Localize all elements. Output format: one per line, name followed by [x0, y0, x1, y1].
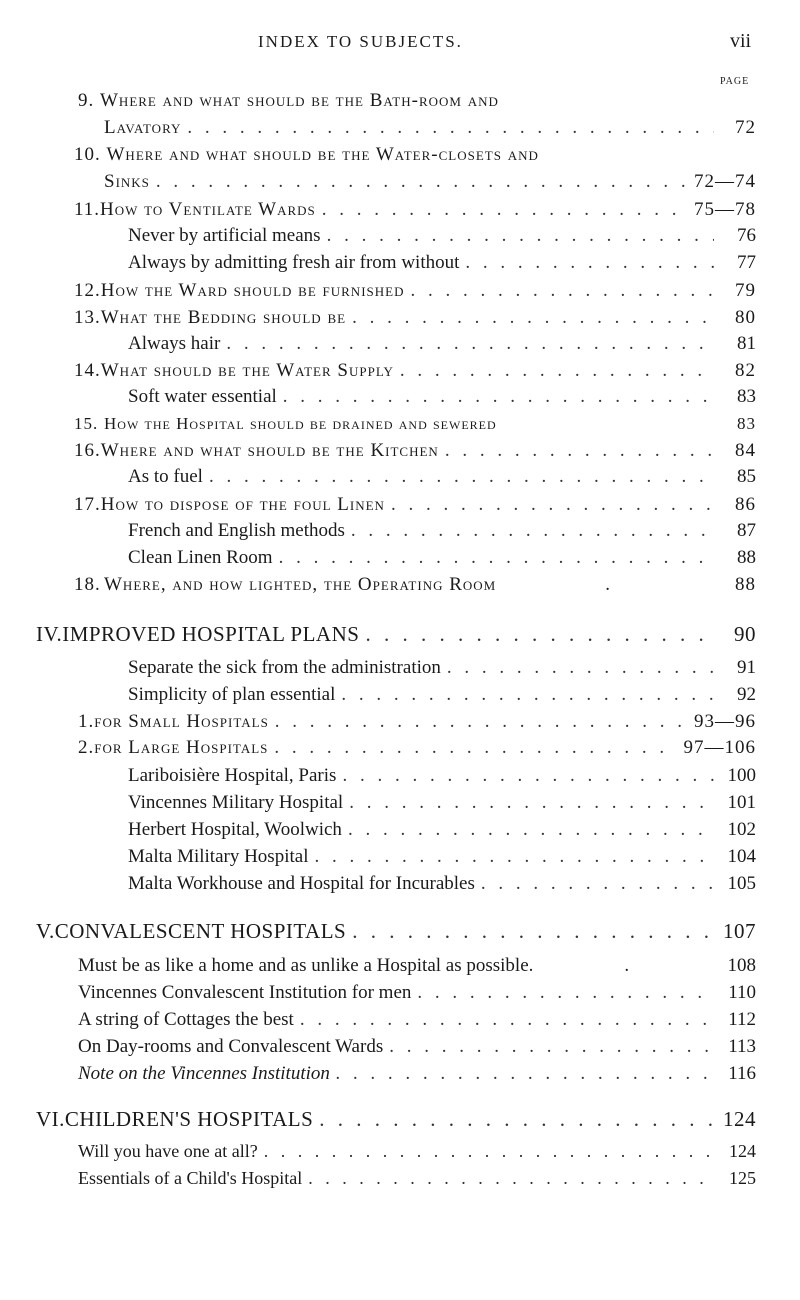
entry-number: 18.: [74, 574, 101, 595]
toc-entry-9-line2: [104, 115, 756, 141]
toc-entry-9-line1: [78, 88, 718, 114]
running-header-title: INDEX TO SUBJECTS.: [258, 32, 463, 51]
page-column-label: PAGE: [720, 76, 750, 87]
entry-text: Where and what should be the Kitchen: [100, 440, 439, 461]
entry-page: 101: [727, 792, 756, 813]
entry-text: What the Bedding should be: [100, 307, 347, 328]
toc-subentry: [78, 980, 756, 1006]
entry-text: Where and what should be the Water-closets and: [106, 144, 539, 165]
entry-text: for Large Hospitals: [94, 737, 269, 758]
entry-number: 13.: [74, 307, 101, 328]
toc-section-iv: [36, 621, 756, 647]
toc-subentry: [128, 763, 756, 789]
section-title: IMPROVED HOSPITAL PLANS: [62, 622, 360, 646]
toc-section-v: [36, 918, 756, 944]
toc-subentry: [78, 1138, 756, 1164]
entry-text: Note on the Vincennes Institution: [78, 1063, 330, 1084]
entry-text: Always hair: [128, 333, 221, 354]
entry-page: 84: [735, 440, 756, 461]
entry-text: On Day-rooms and Convalescent Wards: [78, 1036, 384, 1057]
entry-text: Soft water essential: [128, 386, 277, 407]
section-title: CONVALESCENT HOSPITALS: [54, 919, 347, 943]
entry-number: 2.: [78, 737, 95, 758]
entry-page: 100: [727, 765, 756, 786]
entry-page: 97—106: [683, 737, 756, 758]
entry-page: 87: [737, 520, 756, 541]
toc-entry-17: [74, 492, 756, 518]
entry-text: Sinks: [104, 171, 150, 192]
entry-text: Vincennes Military Hospital: [128, 792, 344, 813]
toc-subentry-note: [78, 1061, 756, 1087]
toc-entry-15: [74, 411, 756, 437]
entry-page: 88: [735, 574, 756, 595]
entry-page: 79: [735, 280, 756, 301]
entry-number: 9.: [78, 90, 95, 111]
toc-subentry: [78, 1034, 756, 1060]
entry-page: 124: [729, 1141, 756, 1161]
toc-entry-10-line2: [104, 169, 756, 195]
section-number: IV.: [36, 622, 63, 646]
entry-text: Malta Workhouse and Hospital for Incurables: [128, 873, 475, 894]
toc-subentry: [128, 250, 756, 276]
entry-number: 14.: [74, 360, 101, 381]
entry-page: 76: [737, 225, 756, 246]
toc-entry-14: [74, 358, 756, 384]
toc-subentry: [128, 682, 756, 708]
entry-number: 1.: [78, 711, 95, 732]
toc-subsection-1: [78, 709, 756, 735]
toc-subentry: [78, 1007, 756, 1033]
entry-number: 16.: [74, 440, 101, 461]
entry-number: 15.: [74, 414, 99, 433]
toc-subentry: [128, 655, 756, 681]
toc-subentry: Must be as like a home and as unlike a Hospital as possible. . 108: [78, 953, 756, 979]
toc-subentry: [128, 817, 756, 843]
toc-subentry: [128, 844, 756, 870]
entry-text: Must be as like a home and as unlike a Hospital as possible.: [78, 955, 534, 976]
entry-page: 86: [735, 494, 756, 515]
entry-text: A string of Cottages the best: [78, 1009, 294, 1030]
entry-text: As to fuel: [128, 466, 203, 487]
entry-page: 77: [737, 252, 756, 273]
toc-subentry: [128, 223, 756, 249]
running-header: [0, 32, 800, 56]
toc-subentry: [128, 384, 756, 410]
entry-text: Lavatory: [104, 117, 182, 138]
entry-page: 112: [728, 1009, 756, 1030]
entry-text: Separate the sick from the administration: [128, 657, 441, 678]
entry-page: 72—74: [694, 171, 756, 192]
entry-page: 116: [728, 1063, 756, 1084]
entry-text: Malta Military Hospital: [128, 846, 309, 867]
entry-text: Lariboisière Hospital, Paris: [128, 765, 337, 786]
toc-entry-16: [74, 438, 756, 464]
entry-number: 11.: [74, 199, 101, 220]
section-number: V.: [36, 919, 55, 943]
section-number: VI.: [36, 1107, 65, 1131]
entry-text: Where and what should be the Bath-room and: [100, 90, 499, 111]
toc-subentry: [128, 331, 756, 357]
entry-page: 90: [734, 622, 756, 646]
entry-text: How the Hospital should be drained and sewered: [104, 414, 497, 433]
entry-page: 81: [737, 333, 756, 354]
entry-text: Herbert Hospital, Woolwich: [128, 819, 342, 840]
entry-text: French and English methods: [128, 520, 345, 541]
entry-page: 88: [737, 547, 756, 568]
entry-page: 85: [737, 466, 756, 487]
entry-text: What should be the Water Supply: [100, 360, 394, 381]
entry-text: Simplicity of plan essential: [128, 684, 336, 705]
toc-subsection-2: [78, 735, 756, 761]
toc-subentry: [128, 545, 756, 571]
entry-page: 107: [723, 919, 756, 943]
entry-text: Vincennes Convalescent Institution for men: [78, 982, 412, 1003]
toc-entry-11: [74, 197, 756, 223]
toc-subentry: [128, 518, 756, 544]
entry-page: 124: [723, 1107, 756, 1131]
entry-page: 125: [729, 1168, 756, 1188]
toc-entry-10-line1: [74, 142, 724, 168]
toc-entry-13: [74, 305, 756, 331]
toc-subentry: [128, 871, 756, 897]
entry-page: 92: [737, 684, 756, 705]
entry-text: Always by admitting fresh air from without: [128, 252, 460, 273]
toc-entry-18: 18. Where, and how lighted, the Operating Room . 88: [74, 572, 756, 598]
section-title: CHILDREN'S HOSPITALS: [64, 1107, 314, 1131]
entry-text: for Small Hospitals: [94, 711, 269, 732]
toc-subentry: [128, 790, 756, 816]
entry-page: 113: [728, 1036, 756, 1057]
toc-section-vi: [36, 1106, 756, 1132]
entry-text: How to Ventilate Wards: [100, 199, 316, 220]
entry-text: Essentials of a Child's Hospital: [78, 1168, 303, 1188]
entry-page: 75—78: [694, 199, 756, 220]
page-number: vii: [730, 30, 752, 52]
entry-number: 17.: [74, 494, 101, 515]
entry-page: 82: [735, 360, 756, 381]
entry-text: Will you have one at all?: [78, 1141, 258, 1161]
entry-text: How to dispose of the foul Linen: [100, 494, 385, 515]
entry-page: 105: [727, 873, 756, 894]
entry-text: Where, and how lighted, the Operating Room: [104, 574, 497, 595]
entry-page: 83: [737, 386, 756, 407]
entry-page: 104: [727, 846, 756, 867]
entry-page: 83: [737, 414, 756, 433]
entry-page: 93—96: [694, 711, 756, 732]
entry-page: 72: [735, 117, 756, 138]
toc-subentry: [128, 464, 756, 490]
entry-number: 12.: [74, 280, 101, 301]
toc-entry-12: [74, 278, 756, 304]
entry-page: 102: [727, 819, 756, 840]
entry-text: Never by artificial means: [128, 225, 321, 246]
entry-page: 80: [735, 307, 756, 328]
toc-subentry: [78, 1165, 756, 1191]
entry-number: 10.: [74, 144, 101, 165]
entry-page: 110: [728, 982, 756, 1003]
entry-text: How the Ward should be furnished: [100, 280, 405, 301]
entry-page: 91: [737, 657, 756, 678]
entry-page: 108: [727, 955, 756, 976]
entry-text: Clean Linen Room: [128, 547, 273, 568]
